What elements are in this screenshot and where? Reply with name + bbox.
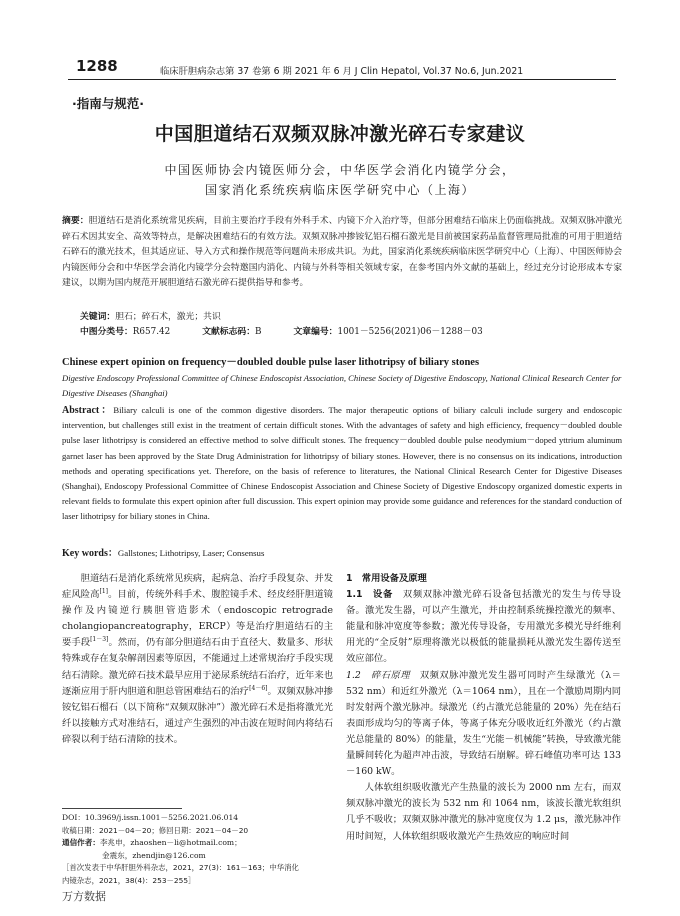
english-abstract-text: Biliary calculi is one of the common digestive disorders. The major therapeutic options of biliary calculi include surgery and endoscopic intervention, but challenges still exist in the treatment of certain difficult stones. With the advantages of safety and high efficiency, frequency－doubled double pulse laser lithotripsy is considered an effective method to solve difficult stones. The frequency－doubled double pulse neodymium－doped yttrium aluminum garnet laser has been approved by the State Drug Administration for lithotripsy of biliary stones. However, there is no consensus on its indications, introduction methods and operating specifications yet. Therefore, on the basis of reference to literatures, the National Clinical Research Center for Digestive Diseases (Shanghai), Endoscopy Professional Committee of Chinese Endoscopist Association and Chinese Society of Digestive Endoscopy organized domestic experts in relevant fields to formulate this expert opinion after full discussion. This expert opinion may provide some guidance and references for the standard conduction of laser lithotripsy for biliary stones in China. xyxy=(62,405,622,522)
authors-line-1: 中国医师协会内镜医师分会，中华医学会消化内镜学分会， xyxy=(164,163,516,177)
english-abstract xyxy=(62,403,622,525)
article-no-label: 文章编号： xyxy=(293,327,338,337)
intro-text-1: 胆道结石是消化系统常见疾病，起病急、治疗手段复杂、并发症风险高 xyxy=(62,573,333,601)
abstract-label: 摘要： xyxy=(62,216,89,226)
first-published-1: ［首次发表于中华肝胆外科杂志，2021，27(3)：161－163；中华消化 xyxy=(62,863,299,873)
page-number: 1288 xyxy=(76,57,118,75)
paragraph-wavelength: 人体软组织吸收激光产生热量的波长为 2000 nm 左右，而双频双脉冲激光的波长为 532 nm 和 1064 nm，该波长激光软组织几乎不吸收；双频双脉冲激光的脉冲宽度仅为 1.2 μs，激光脉冲作用时间短，人体软组织吸收激光产生热效应的响应时间 xyxy=(346,782,621,842)
chinese-abstract xyxy=(62,214,622,292)
section-1-1-text: 双频双脉冲激光碎石设备包括激光的发生与传导设备。激光发生器，可以产生激光，并由控制系统操控激光的频率、能量和脉冲宽度等参数；激光传导设备，专用激光多模光导纤维利用光的“全反射”原理将激光以极低的能量损耗从激光发生器传送至效应部位。 xyxy=(346,589,621,665)
citation-ref: [1－3] xyxy=(90,636,109,644)
abstract-text: 胆道结石是消化系统常见疾病，目前主要治疗手段有外科手术、内镜下介入治疗等，但部分困难结石临床上仍面临挑战。双频双脉冲激光碎石术因其安全、高效等特点，是解决困难结石的有效方法。双频双脉冲掺铵钇铝石榴石激光是目前被国家药品监督管理局批准的可用于胆道结石碎石的激光技术，但其适应证、导入方式和操作规范等问题尚未形成共识。为此，国家消化系统疾病临床医学研究中心（上海）、中国医师协会内镜医师分会和中华医学会消化内镜学分会特邀国内消化、内镜与外科等相关领域专家，在参考国内外文献的基础上，经过充分讨论形成本专家建议，以期为国内规范开展胆道结石激光碎石提供指导和参考。 xyxy=(62,216,622,288)
doc-code-label: 文献标志码： xyxy=(202,327,255,337)
section-1-2-heading: 1.2 碎石原理 xyxy=(346,669,411,681)
right-column xyxy=(346,571,621,845)
footnote-rule xyxy=(62,808,182,809)
clc-label: 中图分类号： xyxy=(80,327,133,337)
chinese-keywords xyxy=(62,310,622,326)
english-title: Chinese expert opinion on frequency－doubled double pulse laser lithotripsy of biliary stones xyxy=(62,357,480,368)
author-organizations xyxy=(0,160,680,200)
clc-value: R657.42 xyxy=(132,327,171,337)
english-abstract-label: Abstract： xyxy=(62,405,114,416)
citation-ref: [4－6] xyxy=(249,684,268,692)
intro-text-3: 。然而，仍有部分胆道结石由于直径大、数量多、形状特殊或存在复杂解剖因素等原因，不能通过上述常规治疗手段实现结石清除。激光碎石技术最早应用于泌尿系统结石治疗，近年来也逐渐应用于肝内胆道和胆总管困难结石的治疗 xyxy=(62,637,333,697)
header-rule xyxy=(68,79,616,80)
corresponding-label: 通信作者： xyxy=(62,838,100,848)
corresponding-1: 李兆申，zhaoshen－li@hotmail.com； xyxy=(99,838,242,848)
classification-line xyxy=(62,325,622,341)
doi: DOI：10.3969/j.issn.1001－5256.2021.06.014 xyxy=(62,813,239,822)
left-column xyxy=(62,571,333,748)
english-keywords-label: Key words： xyxy=(62,548,118,559)
footnotes xyxy=(62,812,342,888)
intro-text-2: 。目前，传统外科手术、腹腔镜手术、经皮经肝胆道镜操作及内镜逆行胰胆管造影术（endoscopic retrograde cholangiopancreatography，ERCP）等是治疗胆道结石的主要手段 xyxy=(62,589,333,649)
corresponding-author-2: 金震东，zhendjin@126.com xyxy=(102,850,206,860)
keywords-label: 关键词： xyxy=(80,312,116,322)
section-label: ·指南与规范· xyxy=(72,96,144,111)
article-no-value: 1001－5256(2021)06－1288－03 xyxy=(337,327,483,337)
intro-paragraph xyxy=(62,571,333,748)
citation-ref: [1] xyxy=(99,588,108,596)
received-dates: 收稿日期：2021－04－20；修回日期：2021－04－20 xyxy=(62,825,249,835)
section-1-2-text: 双频双脉冲激光发生器可同时产生绿激光（λ＝532 nm）和近红外激光（λ＝1064 nm），且在一个激励周期内同时发射两个激光脉冲。绿激光（约占激光总能量的 20%）先在结石表面形成均匀的等离子体，等离子体充分吸收近红外激光（约占激光总能量的 80%）的能量，发生“光能－机械能”转换，导致激光能量瞬间转化为超声冲击波，导致结石崩解。碎石峰值功率可达 133－160 kW。 xyxy=(346,669,621,778)
journal-running-header: 临床肝胆病杂志第 37 卷第 6 期 2021 年 6 月 J Clin Hepatol, Vol.37 No.6, Jun.2021 xyxy=(160,66,524,77)
english-keywords-text: Gallstones; Lithotripsy, Laser; Consensus xyxy=(117,548,265,558)
doc-code-value: B xyxy=(255,327,262,337)
keywords-text: 胆石；碎石术，激光；共识 xyxy=(115,312,221,322)
intro-text-4: 。双频双脉冲掺铵钇铝石榴石（以下简称“双频双脉冲”）激光碎石术是指将激光光纤以接触方式对准结石，通过产生强烈的冲击波在短时间内将结石碎裂以利于结石清除的技术。 xyxy=(62,685,333,745)
watermark: 万方数据 xyxy=(62,890,106,903)
article-title: 中国胆道结石双频双脉冲激光碎石专家建议 xyxy=(154,123,526,145)
authors-line-2: 国家消化系统疾病临床医学研究中心（上海） xyxy=(204,183,475,197)
section-1-1-heading: 1.1 设备 xyxy=(346,589,393,601)
first-published-2: 内镜杂志，2021，38(4)：253－255］ xyxy=(62,875,196,885)
english-affiliation: Digestive Endoscopy Professional Committee of Chinese Endoscopist Association, Chinese Society of Digestive Endoscopy, National Clinical Research Center for Digestive Diseases (Shanghai) xyxy=(62,373,622,398)
section-1-2 xyxy=(346,668,621,781)
english-keywords xyxy=(62,544,264,559)
section-heading-1: 1 常用设备及原理 xyxy=(346,573,427,584)
corresponding-author xyxy=(62,837,342,850)
section-1-1 xyxy=(346,587,621,667)
